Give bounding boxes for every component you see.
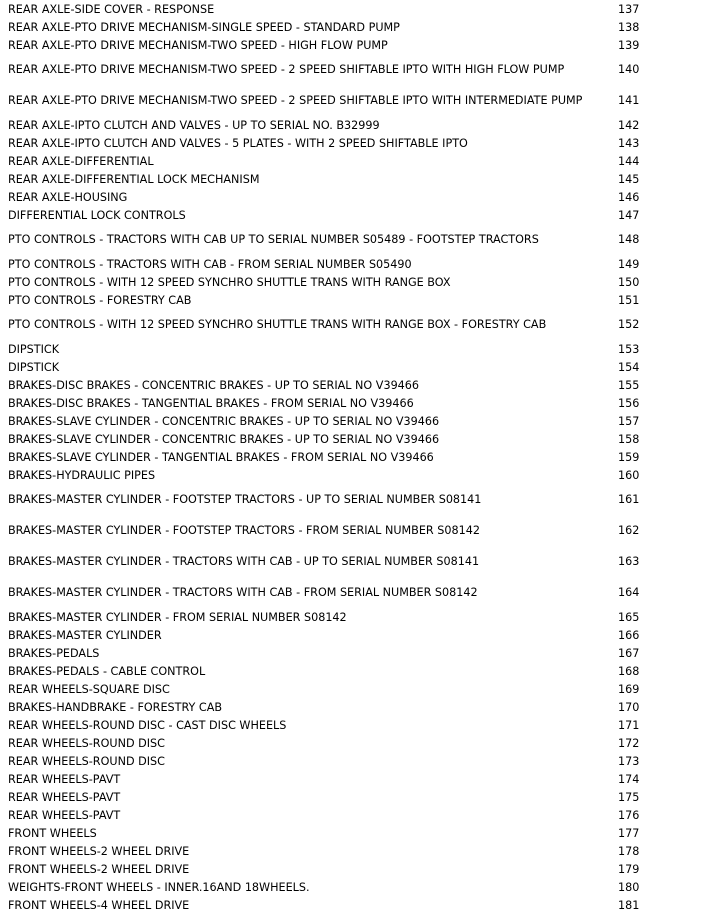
page-number: 169 bbox=[618, 682, 640, 696]
index-row bbox=[0, 36, 721, 54]
section-title: REAR AXLE-PTO DRIVE MECHANISM-TWO SPEED - 2 SPEED SHIFTABLE IPTO WITH INTERMEDIATE PUMP bbox=[8, 94, 583, 107]
index-row bbox=[0, 206, 721, 224]
index-row bbox=[0, 54, 721, 85]
section-title: REAR WHEELS-ROUND DISC bbox=[8, 736, 165, 750]
index-row bbox=[0, 752, 721, 770]
index-row bbox=[0, 515, 721, 546]
page-number: 145 bbox=[618, 172, 640, 186]
index-row bbox=[0, 626, 721, 644]
section-title: BRAKES-DISC BRAKES - CONCENTRIC BRAKES - UP TO SERIAL NO V39466 bbox=[8, 378, 420, 392]
section-title: FRONT WHEELS-4 WHEEL DRIVE bbox=[8, 898, 190, 912]
index-row bbox=[0, 18, 721, 36]
section-title: REAR WHEELS-PAVT bbox=[8, 772, 121, 786]
index-row bbox=[0, 0, 721, 18]
page-number: 149 bbox=[618, 257, 640, 271]
page-number: 173 bbox=[618, 754, 640, 768]
page-number: 151 bbox=[618, 293, 640, 307]
section-title: BRAKES-SLAVE CYLINDER - CONCENTRIC BRAKES - UP TO SERIAL NO V39466 bbox=[8, 432, 440, 446]
page-number: 139 bbox=[618, 38, 640, 52]
section-title: BRAKES-HANDBRAKE - FORESTRY CAB bbox=[8, 700, 223, 714]
section-title: BRAKES-PEDALS - CABLE CONTROL bbox=[8, 664, 206, 678]
index-row bbox=[0, 152, 721, 170]
page-number: 142 bbox=[618, 118, 640, 132]
page-number: 138 bbox=[618, 20, 640, 34]
section-title: REAR AXLE-PTO DRIVE MECHANISM-SINGLE SPEED - STANDARD PUMP bbox=[8, 20, 400, 34]
index-row bbox=[0, 806, 721, 824]
index-row bbox=[0, 394, 721, 412]
page-number: 153 bbox=[618, 342, 640, 356]
index-row bbox=[0, 358, 721, 376]
page-number: 170 bbox=[618, 700, 640, 714]
section-title: REAR AXLE-HOUSING bbox=[8, 190, 128, 204]
section-title: REAR WHEELS-PAVT bbox=[8, 808, 121, 822]
page-number: 160 bbox=[618, 468, 640, 482]
index-row bbox=[0, 878, 721, 896]
index-row bbox=[0, 896, 721, 914]
section-title: DIPSTICK bbox=[8, 360, 60, 374]
page-number: 162 bbox=[618, 524, 640, 537]
page-number: 150 bbox=[618, 275, 640, 289]
page-number: 178 bbox=[618, 844, 640, 858]
section-title: REAR AXLE-SIDE COVER - RESPONSE bbox=[8, 2, 215, 16]
page-number: 144 bbox=[618, 154, 640, 168]
index-row bbox=[0, 376, 721, 394]
section-title: BRAKES-SLAVE CYLINDER - CONCENTRIC BRAKES - UP TO SERIAL NO V39466 bbox=[8, 414, 440, 428]
section-title: BRAKES-MASTER CYLINDER - FOOTSTEP TRACTORS - FROM SERIAL NUMBER S08142 bbox=[8, 524, 480, 537]
index-row bbox=[0, 842, 721, 860]
index-row bbox=[0, 860, 721, 878]
section-title: FRONT WHEELS-2 WHEEL DRIVE bbox=[8, 862, 190, 876]
index-row bbox=[0, 134, 721, 152]
section-title: REAR WHEELS-SQUARE DISC bbox=[8, 682, 170, 696]
page-number: 155 bbox=[618, 378, 640, 392]
index-row bbox=[0, 309, 721, 340]
index-row bbox=[0, 662, 721, 680]
page-number: 163 bbox=[618, 555, 640, 568]
page-number: 181 bbox=[618, 898, 640, 912]
page-number: 171 bbox=[618, 718, 640, 732]
section-title: PTO CONTROLS - TRACTORS WITH CAB - FROM SERIAL NUMBER S05490 bbox=[8, 257, 412, 271]
page-number: 137 bbox=[618, 2, 640, 16]
index-row bbox=[0, 644, 721, 662]
section-title: PTO CONTROLS - FORESTRY CAB bbox=[8, 293, 192, 307]
index-row bbox=[0, 170, 721, 188]
section-title: WEIGHTS-FRONT WHEELS - INNER.16AND 18WHEELS. bbox=[8, 880, 310, 894]
index-row bbox=[0, 291, 721, 309]
index-row bbox=[0, 716, 721, 734]
page-number: 159 bbox=[618, 450, 640, 464]
page-number: 157 bbox=[618, 414, 640, 428]
page-number: 147 bbox=[618, 208, 640, 222]
page-number: 179 bbox=[618, 862, 640, 876]
section-title: BRAKES-MASTER CYLINDER - FROM SERIAL NUMBER S08142 bbox=[8, 610, 347, 624]
page-number: 143 bbox=[618, 136, 640, 150]
page-number: 148 bbox=[618, 233, 640, 246]
section-title: PTO CONTROLS - TRACTORS WITH CAB UP TO SERIAL NUMBER S05489 - FOOTSTEP TRACTORS bbox=[8, 233, 539, 246]
index-row bbox=[0, 577, 721, 608]
page-number: 165 bbox=[618, 610, 640, 624]
section-title: REAR AXLE-IPTO CLUTCH AND VALVES - 5 PLATES - WITH 2 SPEED SHIFTABLE IPTO bbox=[8, 136, 468, 150]
index-row bbox=[0, 340, 721, 358]
page-number: 164 bbox=[618, 586, 640, 599]
section-title: REAR AXLE-PTO DRIVE MECHANISM-TWO SPEED - 2 SPEED SHIFTABLE IPTO WITH HIGH FLOW PUMP bbox=[8, 63, 565, 76]
index-row bbox=[0, 824, 721, 842]
index-row bbox=[0, 698, 721, 716]
section-title: REAR WHEELS-ROUND DISC bbox=[8, 754, 165, 768]
page-number: 156 bbox=[618, 396, 640, 410]
page-number: 180 bbox=[618, 880, 640, 894]
section-title: REAR AXLE-PTO DRIVE MECHANISM-TWO SPEED - HIGH FLOW PUMP bbox=[8, 38, 388, 52]
index-row bbox=[0, 430, 721, 448]
index-row bbox=[0, 273, 721, 291]
section-title: BRAKES-MASTER CYLINDER - FOOTSTEP TRACTORS - UP TO SERIAL NUMBER S08141 bbox=[8, 493, 482, 506]
page-number: 174 bbox=[618, 772, 640, 786]
page-number: 168 bbox=[618, 664, 640, 678]
index-row bbox=[0, 412, 721, 430]
section-title: BRAKES-PEDALS bbox=[8, 646, 100, 660]
section-title: FRONT WHEELS-2 WHEEL DRIVE bbox=[8, 844, 190, 858]
index-row bbox=[0, 546, 721, 577]
page-number: 172 bbox=[618, 736, 640, 750]
index-row bbox=[0, 484, 721, 515]
section-title: BRAKES-HYDRAULIC PIPES bbox=[8, 468, 156, 482]
index-row bbox=[0, 85, 721, 116]
section-title: BRAKES-SLAVE CYLINDER - TANGENTIAL BRAKES - FROM SERIAL NO V39466 bbox=[8, 450, 434, 464]
index-row bbox=[0, 680, 721, 698]
section-title: REAR WHEELS-ROUND DISC - CAST DISC WHEELS bbox=[8, 718, 287, 732]
page-number: 176 bbox=[618, 808, 640, 822]
section-title: REAR WHEELS-PAVT bbox=[8, 790, 121, 804]
index-row bbox=[0, 608, 721, 626]
page-number: 161 bbox=[618, 493, 640, 506]
page-number: 177 bbox=[618, 826, 640, 840]
section-title: REAR AXLE-DIFFERENTIAL bbox=[8, 154, 154, 168]
page-number: 167 bbox=[618, 646, 640, 660]
section-title: REAR AXLE-DIFFERENTIAL LOCK MECHANISM bbox=[8, 172, 260, 186]
section-title: DIFFERENTIAL LOCK CONTROLS bbox=[8, 208, 186, 222]
section-title: BRAKES-DISC BRAKES - TANGENTIAL BRAKES - FROM SERIAL NO V39466 bbox=[8, 396, 414, 410]
section-title: DIPSTICK bbox=[8, 342, 60, 356]
index-row bbox=[0, 466, 721, 484]
section-title: BRAKES-MASTER CYLINDER - TRACTORS WITH CAB - FROM SERIAL NUMBER S08142 bbox=[8, 586, 478, 599]
index-row bbox=[0, 734, 721, 752]
index-row bbox=[0, 770, 721, 788]
section-title: PTO CONTROLS - WITH 12 SPEED SYNCHRO SHUTTLE TRANS WITH RANGE BOX - FORESTRY CAB bbox=[8, 318, 547, 331]
index-row bbox=[0, 224, 721, 255]
section-title: BRAKES-MASTER CYLINDER bbox=[8, 628, 162, 642]
index-row bbox=[0, 188, 721, 206]
page-number: 166 bbox=[618, 628, 640, 642]
index-row bbox=[0, 255, 721, 273]
index-row bbox=[0, 116, 721, 134]
index-row bbox=[0, 448, 721, 466]
page-number: 158 bbox=[618, 432, 640, 446]
section-title: FRONT WHEELS bbox=[8, 826, 97, 840]
page-number: 146 bbox=[618, 190, 640, 204]
page-number: 140 bbox=[618, 63, 640, 76]
page-number: 152 bbox=[618, 318, 640, 331]
section-title: REAR AXLE-IPTO CLUTCH AND VALVES - UP TO SERIAL NO. B32999 bbox=[8, 118, 380, 132]
page-number: 141 bbox=[618, 94, 640, 107]
page-number: 154 bbox=[618, 360, 640, 374]
index-row bbox=[0, 788, 721, 806]
page-number: 175 bbox=[618, 790, 640, 804]
section-title: BRAKES-MASTER CYLINDER - TRACTORS WITH CAB - UP TO SERIAL NUMBER S08141 bbox=[8, 555, 480, 568]
section-title: PTO CONTROLS - WITH 12 SPEED SYNCHRO SHUTTLE TRANS WITH RANGE BOX bbox=[8, 275, 451, 289]
